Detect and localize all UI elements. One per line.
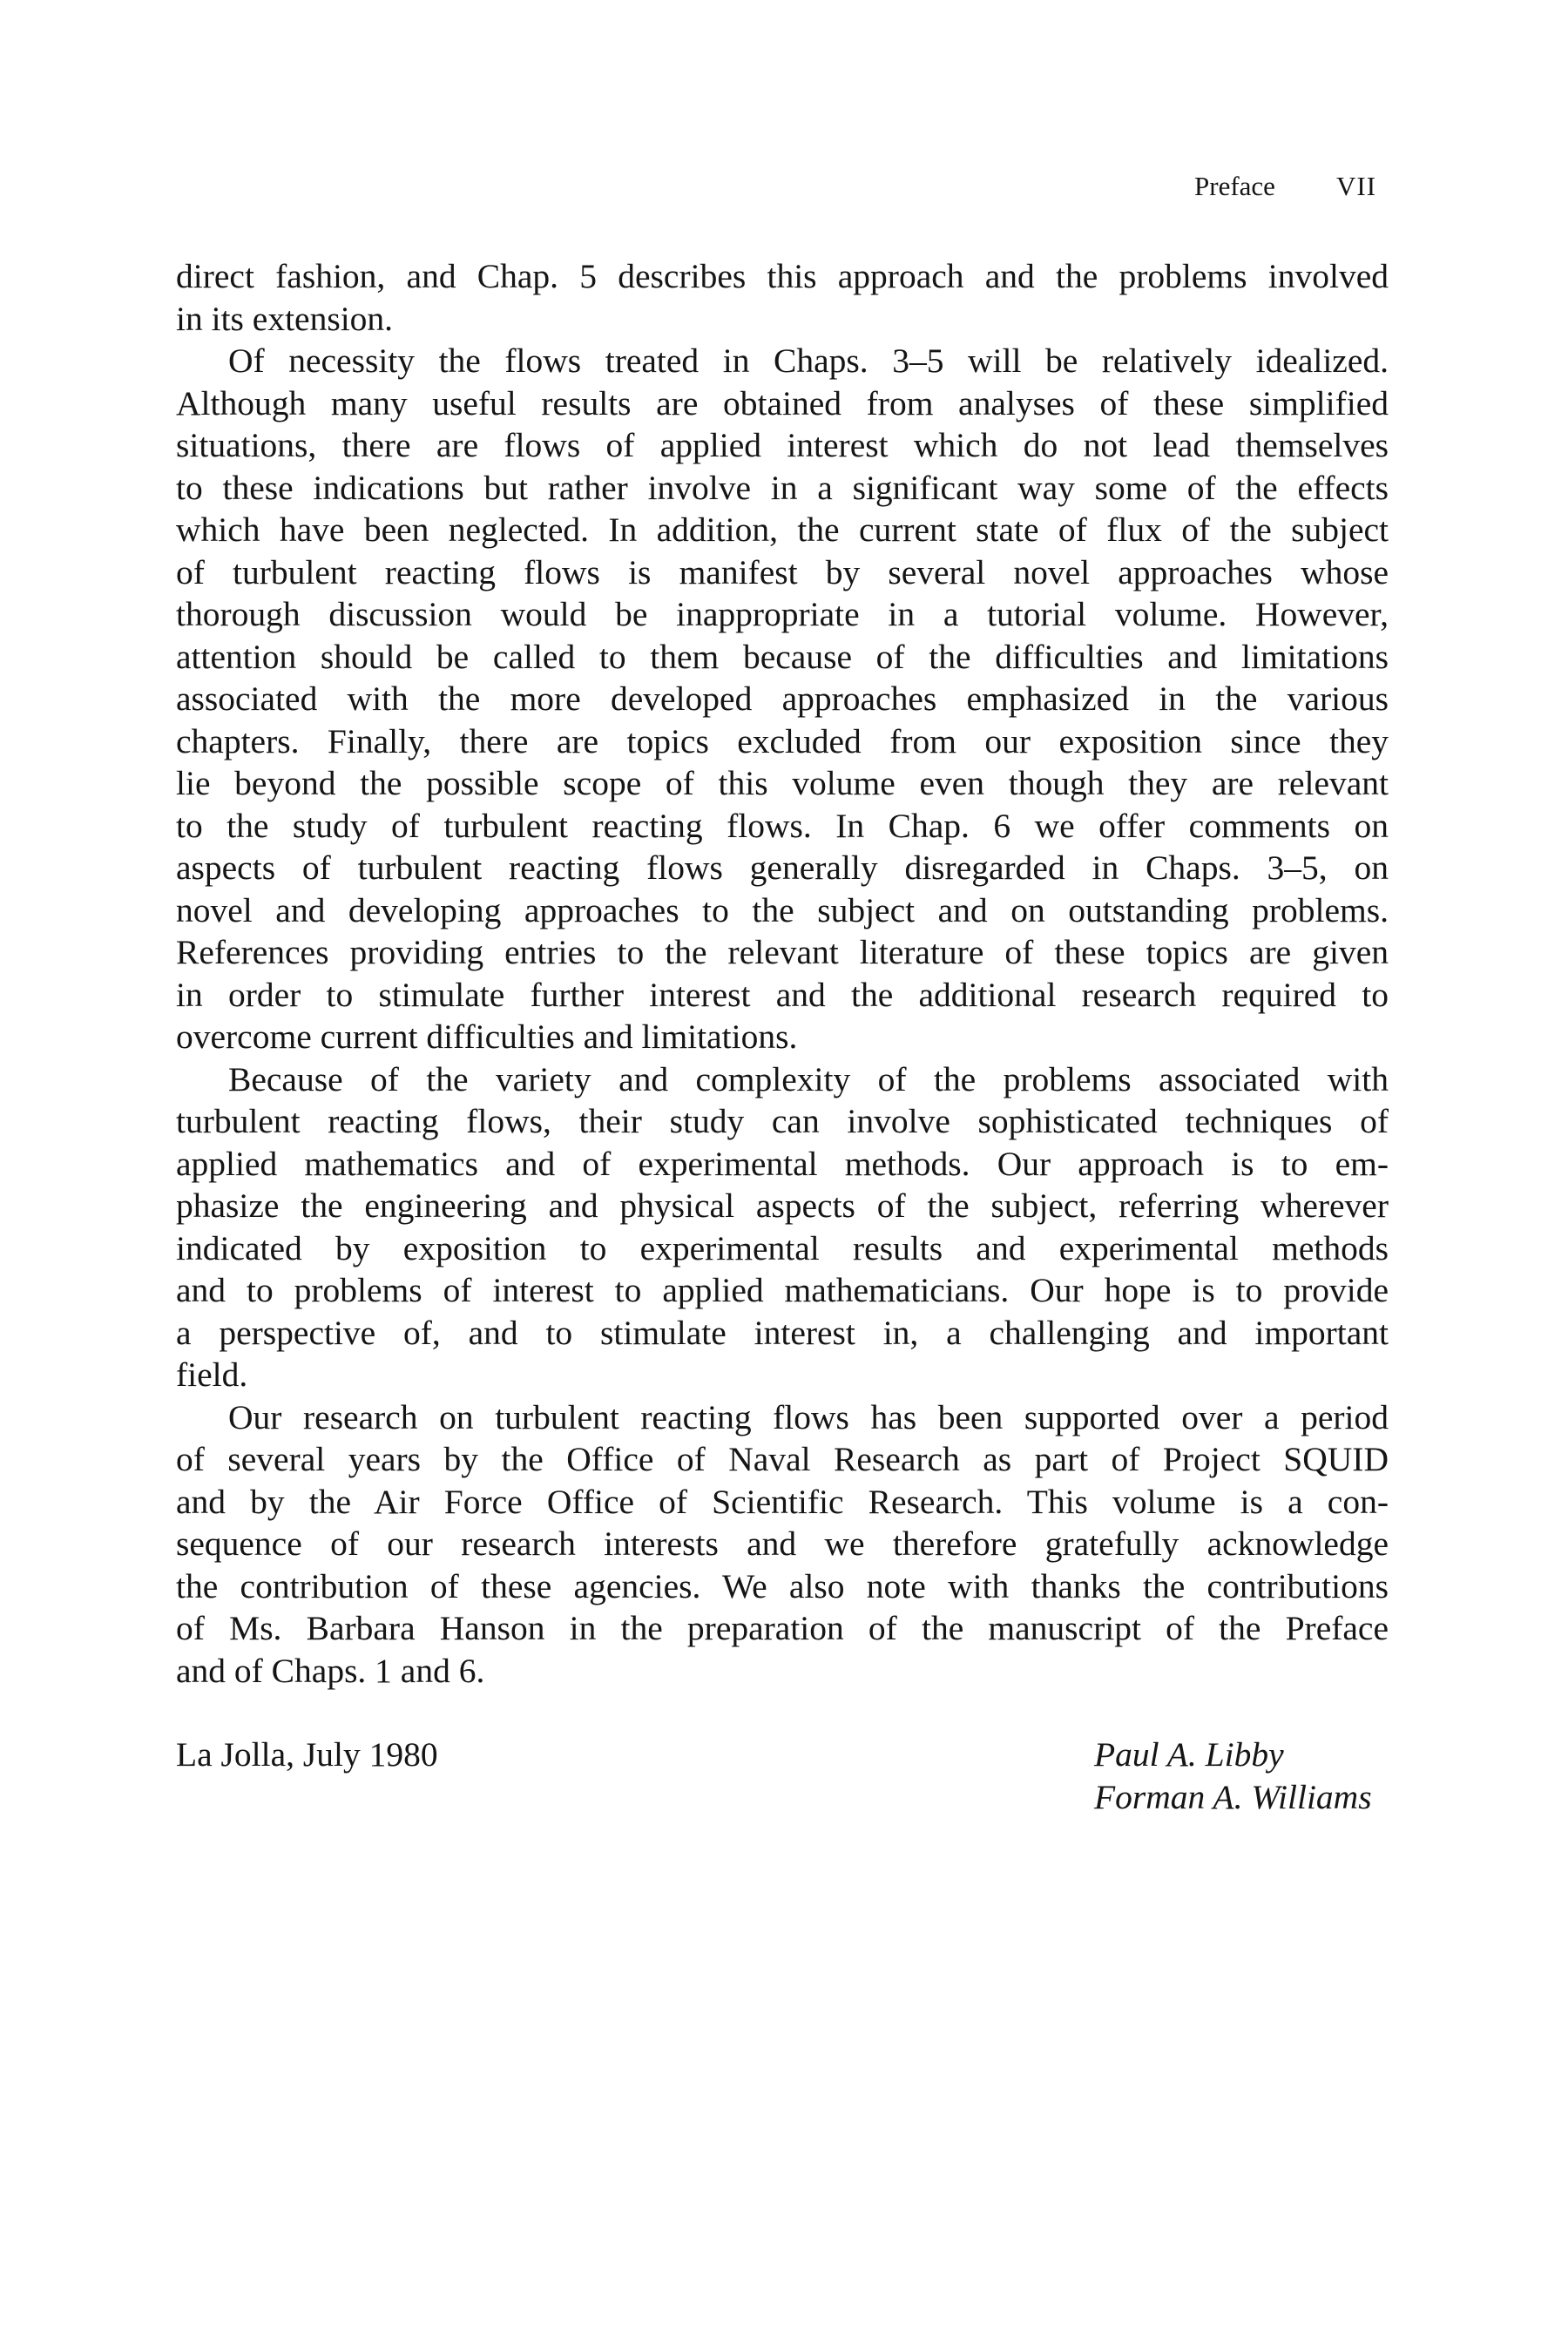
text-line: References providing entries to the relevant literature of these topics are given bbox=[176, 933, 1389, 971]
text-line: the contribution of these agencies. We also note with thanks the contributions bbox=[176, 1566, 1389, 1605]
text-line: aspects of turbulent reacting flows generally disregarded in Chaps. 3–5, on bbox=[176, 848, 1389, 887]
text-line: chapters. Finally, there are topics excluded from our exposition since they bbox=[176, 721, 1389, 760]
text-line: turbulent reacting flows, their study can involve sophisticated techniques of bbox=[176, 1102, 1389, 1140]
text-line: Of necessity the flows treated in Chaps. 3–5 will be relatively idealized. bbox=[228, 341, 1389, 380]
text-line: thorough discussion would be inappropriate in a tutorial volume. However, bbox=[176, 595, 1389, 633]
text-line: applied mathematics and of experimental methods. Our approach is to em- bbox=[176, 1144, 1389, 1183]
text-line: Our research on turbulent reacting flows has been supported over a period bbox=[228, 1397, 1389, 1436]
text-line: Because of the variety and complexity of the problems associated with bbox=[228, 1059, 1389, 1098]
text-line: in its extension. bbox=[176, 299, 394, 338]
text-line: of Ms. Barbara Hanson in the preparation of the manuscript of the Preface bbox=[176, 1609, 1389, 1647]
text-line: attention should be called to them because of the difficulties and limitations bbox=[176, 637, 1389, 676]
text-line: novel and developing approaches to the subject and on outstanding problems. bbox=[176, 890, 1389, 929]
text-line: to the study of turbulent reacting flows. In Chap. 6 we offer comments on bbox=[176, 806, 1389, 845]
running-header-title: Preface bbox=[1194, 171, 1275, 201]
text-line: which have been neglected. In addition, the current state of flux of the subject bbox=[176, 510, 1389, 549]
text-line: phasize the engineering and physical aspects of the subject, referring wherever bbox=[176, 1186, 1389, 1225]
author-name: Paul A. Libby bbox=[1094, 1735, 1284, 1774]
text-line: Although many useful results are obtained from analyses of these simplified bbox=[176, 383, 1389, 422]
page-number: VII bbox=[1336, 171, 1377, 201]
text-line: direct fashion, and Chap. 5 describes this approach and the problems involved bbox=[176, 257, 1389, 295]
text-line: of turbulent reacting flows is manifest by several novel approaches whose bbox=[176, 552, 1389, 591]
text-line: in order to stimulate further interest and the additional research required to bbox=[176, 975, 1389, 1014]
text-line: and of Chaps. 1 and 6. bbox=[176, 1651, 485, 1690]
text-line: overcome current difficulties and limitations. bbox=[176, 1017, 798, 1056]
authors bbox=[1094, 1734, 1372, 1818]
text-line: associated with the more developed approaches emphasized in the various bbox=[176, 679, 1389, 718]
text-line: a perspective of, and to stimulate interest in, a challenging and important bbox=[176, 1313, 1389, 1352]
text-line: field. bbox=[176, 1355, 248, 1394]
author-name: Forman A. Williams bbox=[1094, 1777, 1372, 1816]
text-line: situations, there are flows of applied interest which do not lead themselves bbox=[176, 426, 1389, 464]
text-line: of several years by the Office of Naval Research as part of Project SQUID bbox=[176, 1440, 1389, 1478]
text-line: sequence of our research interests and we therefore gratefully acknowledge bbox=[176, 1524, 1389, 1563]
text-line: and by the Air Force Office of Scientific Research. This volume is a con- bbox=[176, 1482, 1389, 1521]
place-date: La Jolla, July 1980 bbox=[176, 1735, 438, 1774]
text-line: to these indications but rather involve in a significant way some of the effects bbox=[176, 468, 1389, 507]
preface-body bbox=[176, 255, 1389, 1692]
text-line: lie beyond the possible scope of this volume even though they are relevant bbox=[176, 764, 1389, 802]
text-line: and to problems of interest to applied mathematicians. Our hope is to provide bbox=[176, 1271, 1389, 1309]
text-line: indicated by exposition to experimental results and experimental methods bbox=[176, 1228, 1389, 1267]
